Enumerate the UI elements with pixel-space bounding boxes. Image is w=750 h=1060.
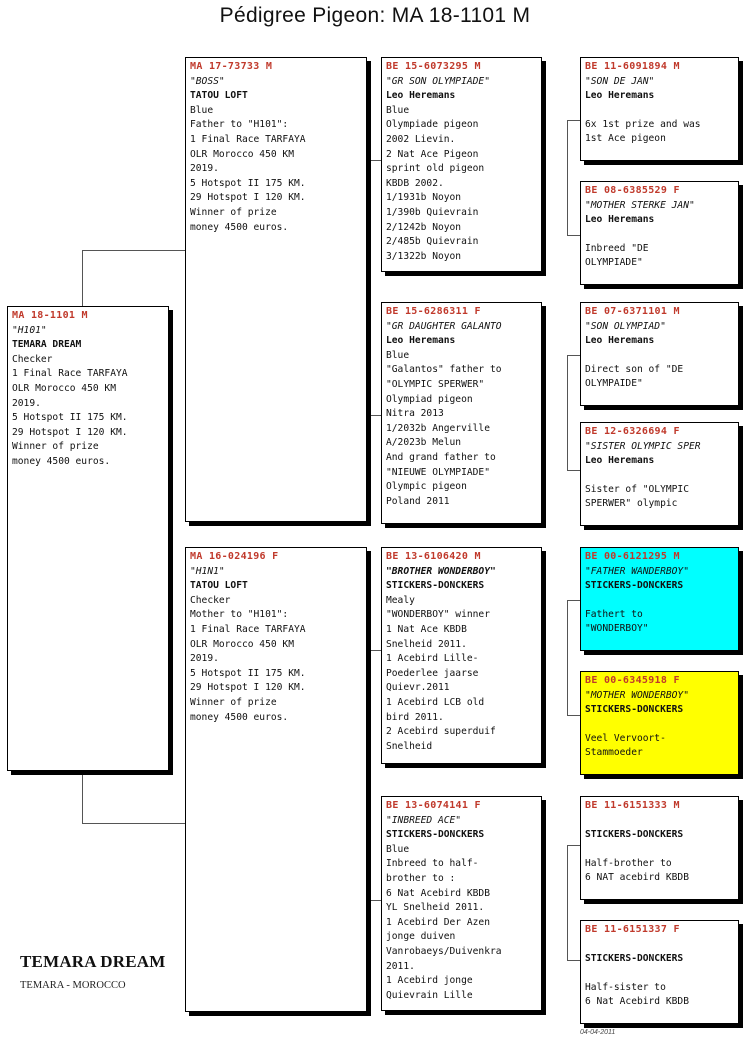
info-line: Snelheid (386, 740, 433, 752)
ring-number: BE 07-6371101 M (585, 306, 680, 317)
info-line: 29 Hotspot I 120 KM. (190, 682, 306, 694)
info-line: Olympiade pigeon (386, 119, 479, 131)
info-line: "WONDERBOY" winner (386, 609, 490, 621)
pigeon-name: "BROTHER WONDERBOY" (386, 565, 496, 577)
info-line: OLR Morocco 450 KM (190, 148, 294, 160)
connector-line (367, 900, 382, 901)
info-line: "NIEUWE OLYMPIADE" (386, 466, 490, 478)
breeder-name: Leo Heremans (585, 90, 655, 102)
info-line: brother to : (386, 872, 456, 884)
connector-line (567, 600, 580, 601)
connector-line (567, 715, 580, 716)
connector-line (567, 120, 568, 235)
maternal-grandfather-card (381, 547, 542, 764)
info-line: 1 Nat Ace KBDB (386, 623, 467, 635)
breeder-name: Leo Heremans (585, 455, 655, 467)
info-line: 2011. (386, 960, 415, 972)
mother-pigeon-card (185, 547, 367, 1012)
breeder-name: STICKERS-DONCKERS (386, 580, 485, 592)
info-line: 1 Final Race TARFAYA (190, 623, 306, 635)
info-line: 2 Acebird superduif (386, 726, 496, 738)
ggp-card-fff (580, 57, 739, 161)
connector-line (567, 355, 580, 356)
info-line: Veel Vervoort- (585, 732, 666, 744)
info-line: Inbreed "DE (585, 242, 649, 254)
ring-number: MA 18-1101 M (12, 310, 88, 321)
breeder-name: STICKERS-DONCKERS (585, 704, 684, 716)
info-line: Winner of prize (12, 441, 99, 453)
paternal-grandmother-card (381, 302, 542, 524)
ring-number: BE 12-6326694 F (585, 426, 680, 437)
info-line: Inbreed to half- (386, 858, 479, 870)
connector-line (367, 650, 382, 651)
ggp-card-fmm (580, 422, 739, 526)
info-line: Stammoeder (585, 747, 643, 759)
info-line: OLR Morocco 450 KM (12, 382, 116, 394)
breeder-name: STICKERS-DONCKERS (585, 829, 684, 841)
pigeon-name: "INBREED ACE" (386, 814, 462, 826)
father-pigeon-card (185, 57, 367, 522)
pigeon-name: "MOTHER STERKE JAN" (585, 199, 695, 211)
info-line: OLYMPIADE" (585, 257, 643, 269)
ring-number: BE 08-6385529 F (585, 185, 680, 196)
info-line: "Galantos" father to (386, 364, 502, 376)
info-line: 3/1322b Noyon (386, 250, 462, 262)
breeder-name: Leo Heremans (585, 214, 655, 226)
breeder-name: TATOU LOFT (190, 90, 248, 102)
info-line: Mother to "H101": (190, 609, 289, 621)
pigeon-name (585, 814, 734, 829)
ggp-card-ffm (580, 181, 739, 285)
info-line: Sister of "OLYMPIC (585, 483, 689, 495)
connector-line (82, 770, 83, 823)
breeder-name: Leo Heremans (386, 90, 456, 102)
connector-line (567, 120, 580, 121)
info-line: 2019. (12, 397, 41, 409)
loft-name: TEMARA DREAM (20, 952, 166, 971)
ggp-card-mmf (580, 796, 739, 900)
info-line: 2 Nat Ace Pigeon (386, 148, 479, 160)
info-line: 1 Final Race TARFAYA (190, 133, 306, 145)
info-line: Checker (12, 353, 53, 365)
info-line: Blue (386, 104, 410, 116)
ggp-card-mmm (580, 920, 739, 1024)
pigeon-name: "MOTHER WONDERBOY" (585, 689, 689, 701)
info-line: Nitra 2013 (386, 408, 444, 420)
info-line: money 4500 euros. (190, 221, 289, 233)
page-title: Pédigree Pigeon: MA 18-1101 M (219, 4, 531, 27)
ring-number: BE 00-6121295 M (585, 551, 680, 562)
ring-number: BE 13-6106420 M (386, 551, 481, 562)
connector-line (567, 355, 568, 470)
info-line: 5 Hotspot II 175 KM. (12, 412, 128, 424)
breeder-name: STICKERS-DONCKERS (386, 829, 485, 841)
info-line: 2/485b Quievrain (386, 236, 479, 248)
info-line: OLR Morocco 450 KM (190, 638, 294, 650)
pigeon-name: "GR SON OLYMPIADE" (386, 75, 490, 87)
info-line: Olympiad pigeon (386, 393, 473, 405)
info-line: Mealy (386, 594, 415, 606)
breeder-name: Leo Heremans (386, 335, 456, 347)
info-line: Olympic pigeon (386, 481, 467, 493)
info-line: Vanrobaeys/Duivenkra (386, 945, 502, 957)
ring-number: MA 17-73733 M (190, 61, 273, 72)
ring-number: BE 11-6151333 M (585, 800, 680, 811)
info-line: 6 Nat Acebird KBDB (585, 996, 689, 1008)
breeder-name: TEMARA DREAM (12, 339, 82, 351)
ring-number: BE 13-6074141 F (386, 800, 481, 811)
connector-line (82, 250, 83, 307)
info-line: 29 Hotspot I 120 KM. (12, 426, 128, 438)
breeder-name: Leo Heremans (585, 335, 655, 347)
print-date: 04-04-2011 (580, 1029, 616, 1036)
breeder-name: STICKERS-DONCKERS (585, 953, 684, 965)
ring-number: BE 15-6073295 M (386, 61, 481, 72)
info-line: 1/390b Quievrain (386, 206, 479, 218)
ggp-card-fmf (580, 302, 739, 406)
pigeon-name: "BOSS" (190, 75, 225, 87)
info-line: Quievrain Lille (386, 989, 473, 1001)
connector-line (82, 250, 186, 251)
connector-line (567, 235, 580, 236)
pigeon-name: "H1N1" (190, 565, 225, 577)
info-line: 6x 1st prize and was (585, 118, 701, 130)
pigeon-name: "H101" (12, 324, 47, 336)
connector-line (367, 415, 382, 416)
info-line: "OLYMPIC SPERWER" (386, 378, 485, 390)
info-line: 1st Ace pigeon (585, 133, 666, 145)
info-line: 1/2032b Angerville (386, 422, 490, 434)
info-line: 2019. (190, 653, 219, 665)
info-line: 1/1931b Noyon (386, 192, 462, 204)
info-line: 6 NAT acebird KBDB (585, 872, 689, 884)
info-line: "WONDERBOY" (585, 623, 649, 635)
info-line: 1 Acebird Der Azen (386, 916, 490, 928)
pigeon-name: "SON DE JAN" (585, 75, 655, 87)
ggp-card-mff (580, 547, 739, 651)
info-line: 29 Hotspot I 120 KM. (190, 192, 306, 204)
info-line: bird 2011. (386, 711, 444, 723)
info-line: 6 Nat Acebird KBDB (386, 887, 490, 899)
info-line: Poederlee jaarse (386, 667, 479, 679)
ring-number: BE 11-6151337 F (585, 924, 680, 935)
pigeon-name: "SISTER OLYMPIC SPER (585, 440, 701, 452)
info-line: Poland 2011 (386, 495, 450, 507)
connector-line (567, 600, 568, 715)
breeder-name: STICKERS-DONCKERS (585, 580, 684, 592)
subject-pigeon-card (7, 306, 169, 771)
info-line: Winner of prize (190, 696, 277, 708)
pigeon-name: "FATHER WANDERBOY" (585, 565, 689, 577)
paternal-grandfather-card (381, 57, 542, 272)
info-line: Snelheid 2011. (386, 638, 467, 650)
info-line: SPERWER" olympic (585, 498, 678, 510)
info-line: Quievr.2011 (386, 682, 450, 694)
ring-number: BE 15-6286311 F (386, 306, 481, 317)
connector-line (567, 845, 568, 960)
info-line: jonge duiven (386, 931, 456, 943)
info-line: 2002 Lievin. (386, 133, 456, 145)
breeder-name: TATOU LOFT (190, 580, 248, 592)
info-line: money 4500 euros. (190, 711, 289, 723)
pigeon-name (585, 938, 734, 953)
info-line: 1 Final Race TARFAYA (12, 368, 128, 380)
info-line: And grand father to (386, 451, 496, 463)
info-line: Half-sister to (585, 981, 666, 993)
info-line: money 4500 euros. (12, 455, 111, 467)
pigeon-name: "SON OLYMPIAD" (585, 320, 666, 332)
info-line: Checker (190, 594, 231, 606)
info-line: YL Snelheid 2011. (386, 902, 485, 914)
ring-number: BE 11-6091894 M (585, 61, 680, 72)
info-line: Blue (386, 349, 410, 361)
connector-line (567, 960, 580, 961)
info-line: KBDB 2002. (386, 177, 444, 189)
info-line: A/2023b Melun (386, 437, 462, 449)
info-line: Fathert to (585, 608, 643, 620)
info-line: 1 Acebird Lille- (386, 653, 479, 665)
info-line: Winner of prize (190, 206, 277, 218)
info-line: 1 Acebird jonge (386, 975, 473, 987)
info-line: 5 Hotspot II 175 KM. (190, 177, 306, 189)
info-line: Blue (190, 104, 214, 116)
connector-line (367, 160, 382, 161)
info-line: 1 Acebird LCB old (386, 696, 485, 708)
info-line: 5 Hotspot II 175 KM. (190, 667, 306, 679)
connector-line (567, 845, 580, 846)
connector-line (82, 823, 186, 824)
ring-number: BE 00-6345918 F (585, 675, 680, 686)
info-line: sprint old pigeon (386, 163, 485, 175)
info-line: Half-brother to (585, 857, 672, 869)
ggp-card-mfm (580, 671, 739, 775)
connector-line (567, 470, 580, 471)
info-line: 2019. (190, 163, 219, 175)
info-line: Father to "H101": (190, 119, 289, 131)
info-line: Blue (386, 843, 410, 855)
ring-number: MA 16-024196 F (190, 551, 279, 562)
maternal-grandmother-card (381, 796, 542, 1011)
pigeon-name: "GR DAUGHTER GALANTO (386, 320, 502, 332)
info-line: OLYMPAIDE" (585, 378, 643, 390)
info-line: Direct son of "DE (585, 363, 684, 375)
info-line: 2/1242b Noyon (386, 221, 462, 233)
loft-location: TEMARA - MOROCCO (20, 980, 126, 991)
